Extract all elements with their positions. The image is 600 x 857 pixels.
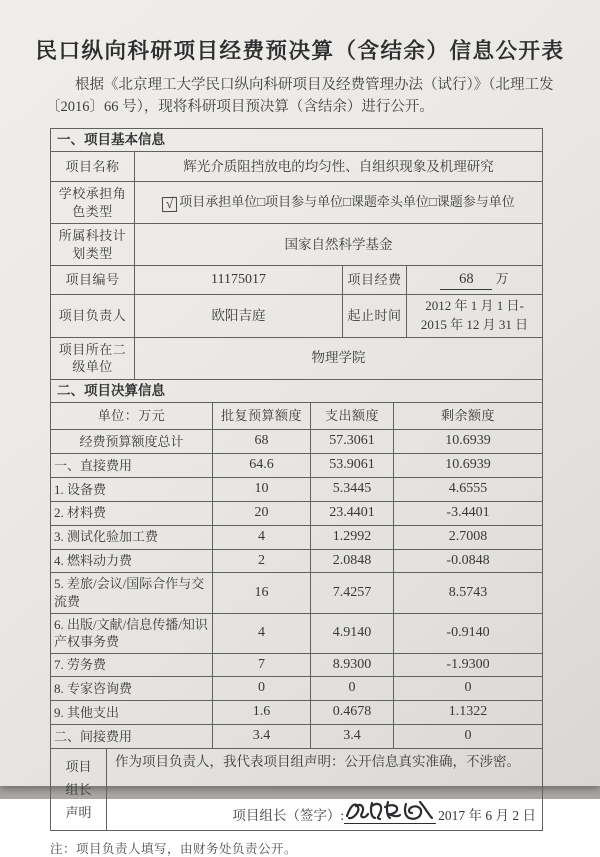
row-spent: 7.4257 — [311, 573, 394, 613]
row-spent: 1.2992 — [311, 525, 394, 549]
unit-label: 项目所在二级单位 — [51, 337, 135, 379]
row-name: 2. 材料费 — [51, 501, 213, 525]
plan-type-label: 所属科技计划类型 — [51, 224, 135, 266]
row-name: 1. 设备费 — [51, 477, 213, 501]
row-remain: -1.9300 — [394, 653, 543, 677]
checked-checkbox-icon: √ — [162, 197, 177, 212]
row-remain: 2.7008 — [394, 525, 543, 549]
declaration-label-line: 声明 — [65, 805, 92, 821]
period-end: 2015 年 12 月 31 日 — [420, 317, 529, 332]
row-spent: 0.4678 — [311, 701, 394, 725]
table-row — [51, 430, 543, 454]
sign-date: 2017 年 6 月 2 日 — [438, 807, 536, 823]
table-row — [51, 295, 543, 338]
row-remain: 0 — [394, 725, 543, 749]
declaration-content — [107, 749, 543, 831]
col-header-spent: 支出额度 — [311, 403, 394, 430]
handwritten-signature — [344, 798, 436, 824]
row-name: 9. 其他支出 — [51, 701, 213, 725]
table-header-row — [51, 403, 543, 430]
row-spent: 0 — [311, 677, 394, 701]
table-row — [51, 749, 543, 831]
row-name: 4. 燃料动力费 — [51, 549, 213, 573]
col-header-remaining: 剩余额度 — [394, 403, 543, 430]
row-spent: 57.3061 — [311, 430, 394, 454]
row-name: 8. 专家咨询费 — [51, 677, 213, 701]
row-budget: 64.6 — [213, 453, 311, 477]
role-checked-option: 项目承担单位 — [179, 194, 258, 210]
row-name: 5. 差旅/会议/国际合作与交流费 — [51, 573, 213, 613]
row-budget: 3.4 — [213, 725, 311, 749]
row-spent: 8.9300 — [311, 653, 394, 677]
period-start: 2012 年 1 月 1 日- — [425, 298, 524, 314]
document-title: 民口纵向科研项目经费预决算（含结余）信息公开表 — [35, 39, 565, 63]
row-remain: 0 — [394, 677, 543, 701]
project-name-value: 辉光介质阻挡放电的均匀性、自组织现象及机理研究 — [135, 152, 543, 182]
row-name: 6. 出版/文献/信息传播/知识产权事务费 — [51, 613, 213, 653]
role-other-options: □项目参与单位□课题牵头单位□课题参与单位 — [257, 194, 515, 210]
table-row — [51, 525, 543, 549]
col-header-approved: 批复预算额度 — [213, 403, 311, 430]
signature-scribble-icon — [344, 798, 436, 824]
table-row — [51, 182, 543, 224]
row-remain: 8.5743 — [394, 573, 543, 613]
row-remain: -0.0848 — [394, 549, 543, 573]
row-budget: 2 — [213, 549, 311, 573]
table-row — [51, 337, 543, 379]
project-number-label: 项目编号 — [51, 266, 135, 295]
row-remain: 10.6939 — [394, 453, 543, 477]
table-row — [51, 501, 543, 525]
section-title-basic-info: 一、项目基本信息 — [51, 128, 543, 151]
row-name: 一、直接费用 — [51, 453, 213, 477]
row-spent: 53.9061 — [311, 453, 394, 477]
col-header-unit: 单位：万元 — [51, 403, 213, 430]
budget-table — [50, 379, 543, 749]
period-label: 起止时间 — [343, 295, 407, 338]
fund-unit: 万 — [495, 270, 509, 286]
row-budget: 4 — [213, 525, 311, 549]
table-row — [51, 128, 543, 151]
table-row — [51, 573, 543, 613]
row-budget: 20 — [213, 501, 311, 525]
row-name: 经费预算额度总计 — [51, 430, 213, 454]
row-spent: 5.3445 — [311, 477, 394, 501]
table-row — [51, 224, 543, 266]
sign-label: 项目组长（签字）: — [232, 807, 345, 823]
table-row — [51, 725, 543, 749]
fund-label: 项目经费 — [343, 266, 407, 295]
row-budget: 10 — [213, 477, 311, 501]
row-budget: 1.6 — [213, 701, 311, 725]
declaration-label-line: 项目 — [65, 758, 92, 774]
leader-label: 项目负责人 — [51, 295, 135, 338]
section-title-budget: 二、项目决算信息 — [51, 379, 543, 402]
row-remain: 4.6555 — [394, 477, 543, 501]
table-row — [51, 477, 543, 501]
table-row — [51, 266, 543, 295]
declaration-label — [51, 749, 107, 831]
row-name: 二、间接费用 — [51, 725, 213, 749]
table-row — [51, 613, 543, 653]
project-name-label: 项目名称 — [51, 152, 135, 182]
row-budget: 0 — [213, 677, 311, 701]
declaration-table — [50, 748, 543, 831]
row-remain: 10.6939 — [394, 430, 543, 454]
row-spent: 3.4 — [311, 725, 394, 749]
table-row — [51, 453, 543, 477]
declaration-label-line: 组长 — [65, 781, 92, 797]
table-row — [51, 677, 543, 701]
fund-value-cell — [407, 266, 543, 295]
row-spent: 23.4401 — [311, 501, 394, 525]
table-row — [51, 379, 543, 402]
row-spent: 2.0848 — [311, 549, 394, 573]
row-spent: 4.9140 — [311, 613, 394, 653]
role-type-value — [135, 182, 543, 224]
footnote: 注：项目负责人填写，由财务处负责公开。 — [50, 842, 298, 857]
project-number-value: 11175017 — [135, 266, 343, 295]
plan-type-value: 国家自然科学基金 — [135, 224, 543, 266]
basic-info-table — [50, 128, 543, 380]
period-value — [407, 295, 543, 338]
row-name: 7. 劳务费 — [51, 653, 213, 677]
table-row — [51, 152, 543, 182]
table-row — [51, 653, 543, 677]
row-name: 3. 测试化验加工费 — [51, 525, 213, 549]
leader-value: 欧阳吉庭 — [135, 295, 343, 338]
declaration-statement: 作为项目负责人，我代表项目组声明：公开信息真实准确，不涉密。 — [115, 754, 520, 770]
table-row — [51, 549, 543, 573]
row-remain: -0.9140 — [394, 613, 543, 653]
row-budget: 16 — [213, 573, 311, 613]
row-budget: 68 — [213, 430, 311, 454]
row-budget: 7 — [213, 653, 311, 677]
role-type-label: 学校承担角色类型 — [51, 182, 135, 224]
fund-value: 68 — [440, 270, 492, 291]
row-budget: 4 — [213, 613, 311, 653]
unit-value: 物理学院 — [135, 337, 543, 379]
row-remain: -3.4401 — [394, 501, 543, 525]
table-row — [51, 701, 543, 725]
intro-paragraph: 根据《北京理工大学民口纵向科研项目及经费管理办法（试行）》（北理工发〔2016〕66 号），现将科研项目预决算（含结余）进行公开。 — [46, 77, 554, 116]
row-remain: 1.1322 — [394, 701, 543, 725]
